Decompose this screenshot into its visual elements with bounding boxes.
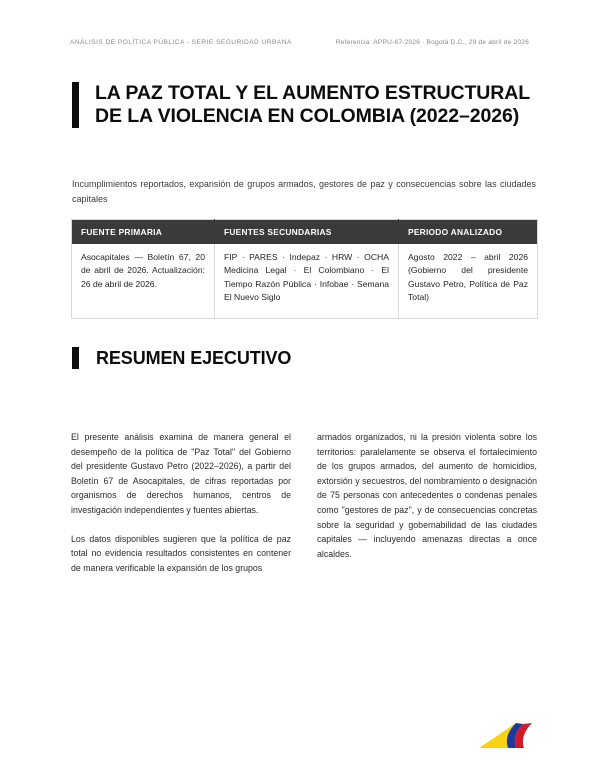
table-cell-text: Agosto 2022 – abril 2026 (Gobierno del presidente Gustavo Petro, Política de Paz Total) — [408, 252, 528, 303]
body-column-left — [71, 430, 291, 575]
table-header-cell: FUENTES SECUNDARIAS — [215, 220, 399, 245]
colombia-swoosh-logo — [478, 720, 540, 754]
table-row — [72, 244, 538, 318]
executive-summary-columns — [71, 430, 537, 575]
running-head-series-label: ANÁLISIS DE POLÍTICA PÚBLICA - SERIE SEGURIDAD URBANA — [70, 39, 292, 46]
table-header-cell: FUENTE PRIMARIA — [72, 220, 215, 245]
section-heading: RESUMEN EJECUTIVO — [96, 348, 292, 368]
table-cell-text: Asocapitales — Boletín 67, 20 de abril de 2026. Actualización: 26 de abril de 2026. — [81, 252, 205, 289]
table-header-cell: PERIODO ANALIZADO — [399, 220, 538, 245]
body-paragraph: armados organizados, ni la presión violenta sobre los territorios: paralelamente se observa el fortalecimiento de los grupos armados, del aumento de homicidios, extorsión y secuestros, del nombramiento o designación de 75 personas con antecedentes o condenas penales como "gestores de paz", y de consecuencias concretas sobre la seguridad y gobernabilidad de las ciudades capitales — incluyendo amenazas directas a once alcaldes. — [317, 432, 537, 559]
running-head-reference: Referencia: APPU-67-2026 · Bogotá D.C., 29 de abril de 2026 — [335, 39, 529, 46]
logo-icon — [478, 720, 540, 754]
document-title-block — [72, 82, 532, 128]
table-cell-secondary-sources — [215, 244, 399, 318]
document-subtitle: Incumplimientos reportados, expansión de grupos armados, gestores de paz y consecuencias sobre las ciudades capitales — [72, 179, 536, 204]
section-accent-bar — [72, 347, 79, 369]
table-header-row — [72, 220, 538, 245]
body-paragraph: Los datos disponibles sugieren que la política de paz total no evidencia resultados consistentes en contener de manera verificable la expansión de los grupos — [71, 533, 291, 573]
table-cell-primary-source — [72, 244, 215, 318]
body-paragraph: El presente análisis examina de manera general el desempeño de la política de "Paz Total" del Gobierno del presidente Gustavo Petro (2022–2026), a partir del Boletín 67 de Asocapitales, de cifras reportadas por organismos de derechos humanos, centros de investigación independientes y fuentes abiertas. — [71, 432, 291, 515]
metadata-table — [71, 219, 538, 319]
title-accent-bar — [72, 82, 79, 128]
body-column-right — [317, 430, 537, 561]
running-head — [70, 39, 540, 46]
section-heading-block — [72, 347, 372, 369]
page-title: LA PAZ TOTAL Y EL AUMENTO ESTRUCTURAL DE LA VIOLENCIA EN COLOMBIA (2022–2026) — [95, 82, 530, 127]
table-cell-period-analyzed — [399, 244, 538, 318]
table-cell-text: FIP · PARES · Indepaz · HRW · OCHA Medicina Legal · El Colombiano · El Tiempo Razón Pública · Infobae · Semana El Nuevo Siglo — [224, 252, 389, 303]
